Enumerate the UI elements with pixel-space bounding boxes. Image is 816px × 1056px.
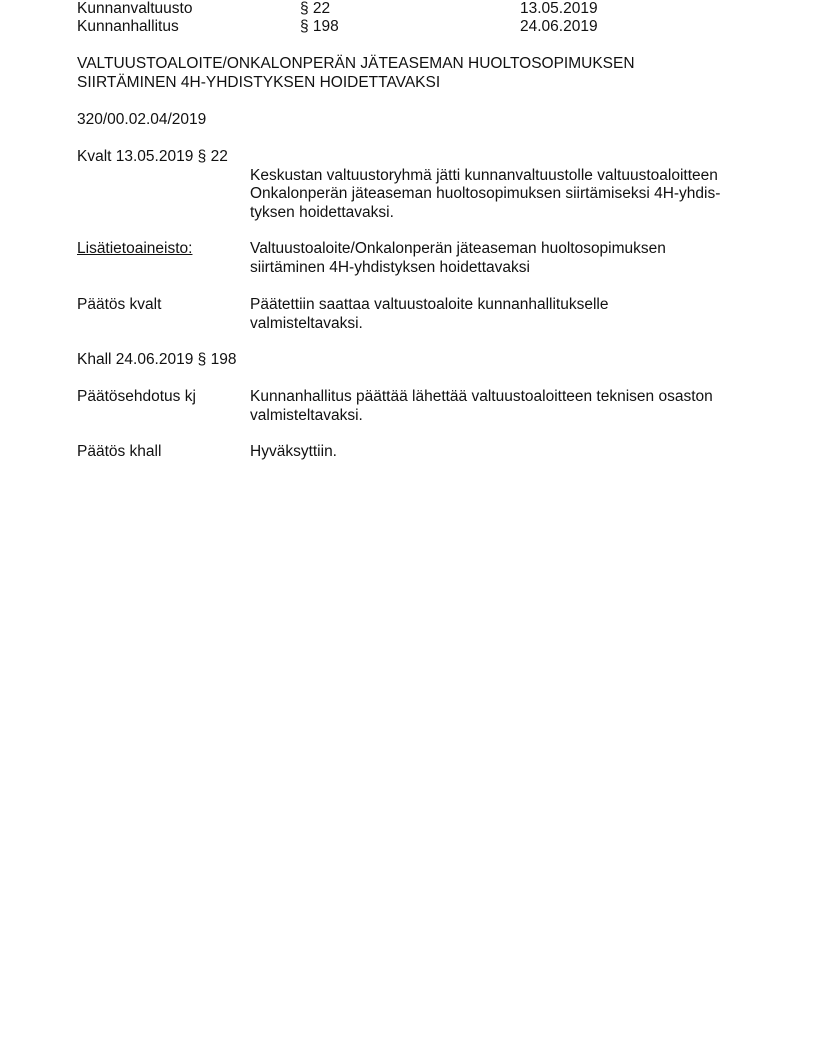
paatos-khall-line-1: Hyväksyttiin. <box>250 443 337 460</box>
header-section-kunnanvaltuusto: § 22 <box>300 0 331 17</box>
header-date-kunnanvaltuusto: 13.05.2019 <box>520 0 598 17</box>
kvalt-heading: Kvalt 13.05.2019 § 22 <box>77 148 228 165</box>
khall-heading: Khall 24.06.2019 § 198 <box>77 351 237 368</box>
header-section-kunnanhallitus: § 198 <box>300 18 339 35</box>
kvalt-text-line-2: Onkalonperän jäteaseman huoltosopimuksen siirtämiseksi 4H-yhdis- <box>250 185 721 202</box>
paatos-kvalt-line-1: Päätettiin saattaa valtuustoaloite kunnanhallitukselle <box>250 296 609 313</box>
document-title-line-1: VALTUUSTOALOITE/ONKALONPERÄN JÄTEASEMAN HUOLTOSOPIMUKSEN <box>77 55 635 72</box>
paatosehdotus-line-1: Kunnanhallitus päättää lähettää valtuustoaloitteen teknisen osaston <box>250 388 713 405</box>
paatosehdotus-line-2: valmisteltavaksi. <box>250 407 363 424</box>
paatosehdotus-label: Päätösehdotus kj <box>77 388 196 405</box>
lisatieto-label: Lisätietoaineisto: <box>77 240 193 257</box>
header-body-kunnanhallitus: Kunnanhallitus <box>77 18 179 35</box>
lisatieto-line-2: siirtäminen 4H-yhdistyksen hoidettavaksi <box>250 259 530 276</box>
header-date-kunnanhallitus: 24.06.2019 <box>520 18 598 35</box>
kvalt-text-line-3: tyksen hoidettavaksi. <box>250 204 394 221</box>
record-number: 320/00.02.04/2019 <box>77 111 207 128</box>
lisatieto-line-1: Valtuustoaloite/Onkalonperän jäteaseman huoltosopimuksen <box>250 240 666 257</box>
document-title-line-2: SIIRTÄMINEN 4H-YHDISTYKSEN HOIDETTAVAKSI <box>77 74 441 91</box>
header-body-kunnanvaltuusto: Kunnanvaltuusto <box>77 0 193 17</box>
paatos-kvalt-line-2: valmisteltavaksi. <box>250 315 363 332</box>
paatos-khall-label: Päätös khall <box>77 443 162 460</box>
kvalt-text-line-1: Keskustan valtuustoryhmä jätti kunnanvaltuustolle valtuustoaloitteen <box>250 167 718 184</box>
paatos-kvalt-label: Päätös kvalt <box>77 296 162 313</box>
